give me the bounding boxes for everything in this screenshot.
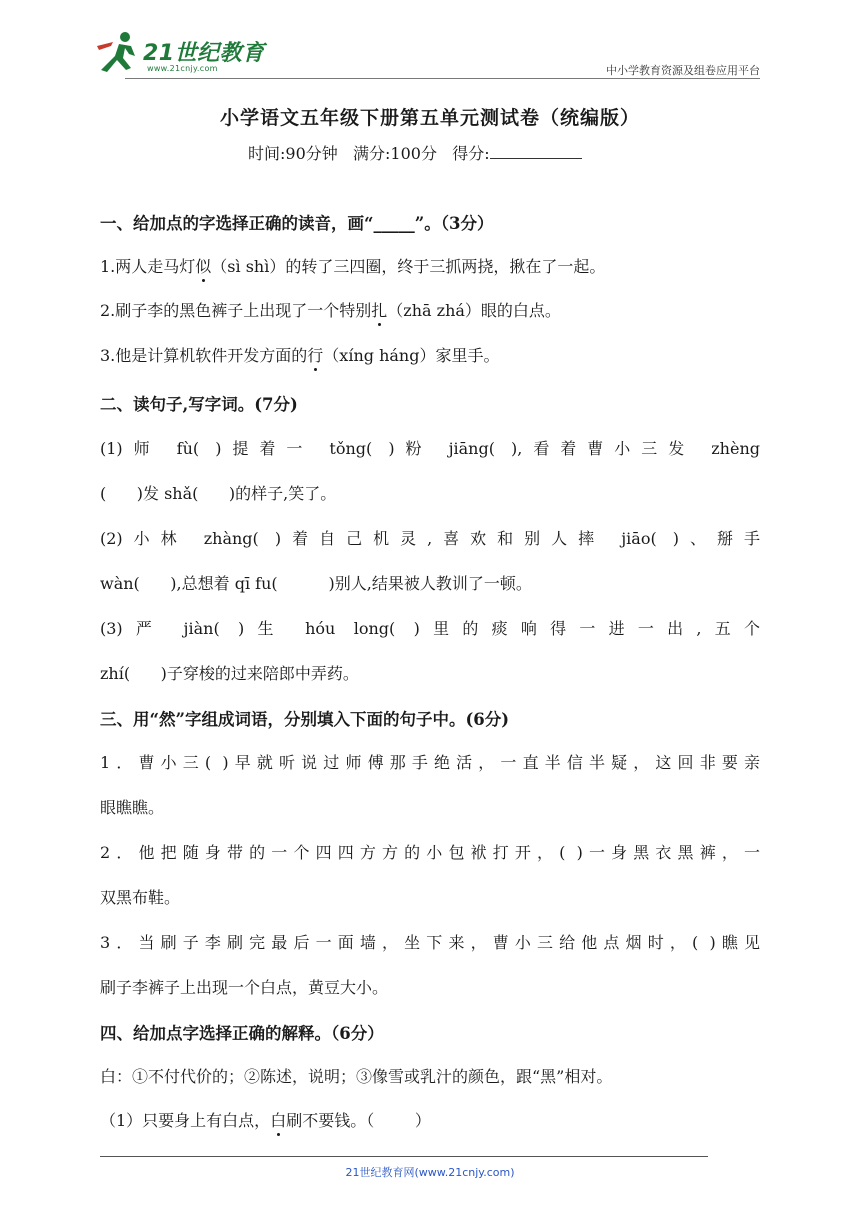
section-4-line: 白：①不付代价的；②陈述，说明；③像雪或乳汁的颜色，跟“黑”相对。 <box>100 1067 613 1086</box>
header-divider <box>125 78 760 79</box>
exam-info <box>248 141 582 164</box>
section-3-line: 双黑布鞋。 <box>100 888 181 907</box>
platform-name: 中小学教育资源及组卷应用平台 <box>606 64 760 77</box>
q-text: （1）只要身上有白点， <box>100 1111 271 1130</box>
section-3-line: 3．当刷子李刷完最后一面墙，坐下来，曹小三给他点烟时，( )瞧见 <box>100 933 760 952</box>
q-text: （xíng háng）家里手。 <box>323 346 500 365</box>
section-2-line: wàn( ),总想着 qī fu( )别人,结果被人教训了一顿。 <box>100 574 532 593</box>
page-title: 小学语文五年级下册第五单元测试卷（统编版） <box>219 107 640 129</box>
section-2-line: ( )发 shǎ( )的样子,笑了。 <box>100 484 337 503</box>
section-3-line: 2．他把随身带的一个四四方方的小包袱打开，( )一身黑衣黑裤，一 <box>100 843 760 862</box>
section-2-line: (1)师 fù( )提着一 tǒng( )粉 jiāng( ),看着曹小三发 zhèng <box>100 439 760 458</box>
footer-link[interactable]: 21世纪教育网(www.21cnjy.com) <box>345 1166 515 1179</box>
question-4-1 <box>100 1108 431 1131</box>
dotted-char: 扎 <box>371 298 387 321</box>
score-blank <box>490 144 582 159</box>
section-3-line: 1．曹小三( )早就听说过师傅那手绝活，一直半信半疑，这回非要亲 <box>100 753 760 772</box>
question-1-3 <box>100 343 499 366</box>
section-2-line: (2)小林 zhàng( )着自己机灵,喜欢和别人摔 jiāo( )、掰手 <box>100 529 760 548</box>
dotted-char: 行 <box>307 343 323 366</box>
q-text: （zhā zhá）眼的白点。 <box>387 301 561 320</box>
q-text: 3.他是计算机软件开发方面的 <box>100 346 308 365</box>
logo <box>95 28 275 76</box>
page-header <box>95 28 760 80</box>
logo-text: 21世纪教育 <box>143 41 265 66</box>
section-4-heading: 四、给加点字选择正确的解释。（6分） <box>100 1024 384 1043</box>
q-text: （sì shì）的转了三四圈，终于三抓两挠，揪在了一起。 <box>211 257 606 276</box>
logo-url: www.21cnjy.com <box>147 64 218 73</box>
section-2-line: (3)严 jiàn( )生 hóu long( )里的痰响得一进一出,五个 <box>100 619 760 638</box>
score-label: 得分: <box>452 144 490 163</box>
section-1-heading: 一、给加点的字选择正确的读音，画“_____”。（3分） <box>100 214 494 233</box>
dotted-char: 白 <box>270 1108 286 1131</box>
time-label: 时间:90分钟 <box>248 144 338 163</box>
full-score-label: 满分:100分 <box>353 144 437 163</box>
section-3-heading: 三、用“然”字组成词语，分别填入下面的句子中。(6分) <box>100 710 510 729</box>
question-1-2 <box>100 298 561 321</box>
section-2-heading: 二、读句子,写字词。(7分) <box>100 395 298 414</box>
q-text: 1.两人走马灯 <box>100 257 196 276</box>
footer-divider <box>100 1156 708 1157</box>
q-text: 刷不要钱。（ ） <box>286 1111 431 1130</box>
q-text: 2.刷子李的黑色裤子上出现了一个特别 <box>100 301 372 320</box>
runner-logo-icon <box>95 30 143 74</box>
section-3-line: 眼瞧瞧。 <box>100 798 165 817</box>
section-2-line: zhí( )子穿梭的过来陪郎中弄药。 <box>100 664 359 683</box>
section-3-line: 刷子李裤子上出现一个白点，黄豆大小。 <box>100 978 389 997</box>
question-1-1 <box>100 254 605 277</box>
dotted-char: 似 <box>195 254 211 277</box>
